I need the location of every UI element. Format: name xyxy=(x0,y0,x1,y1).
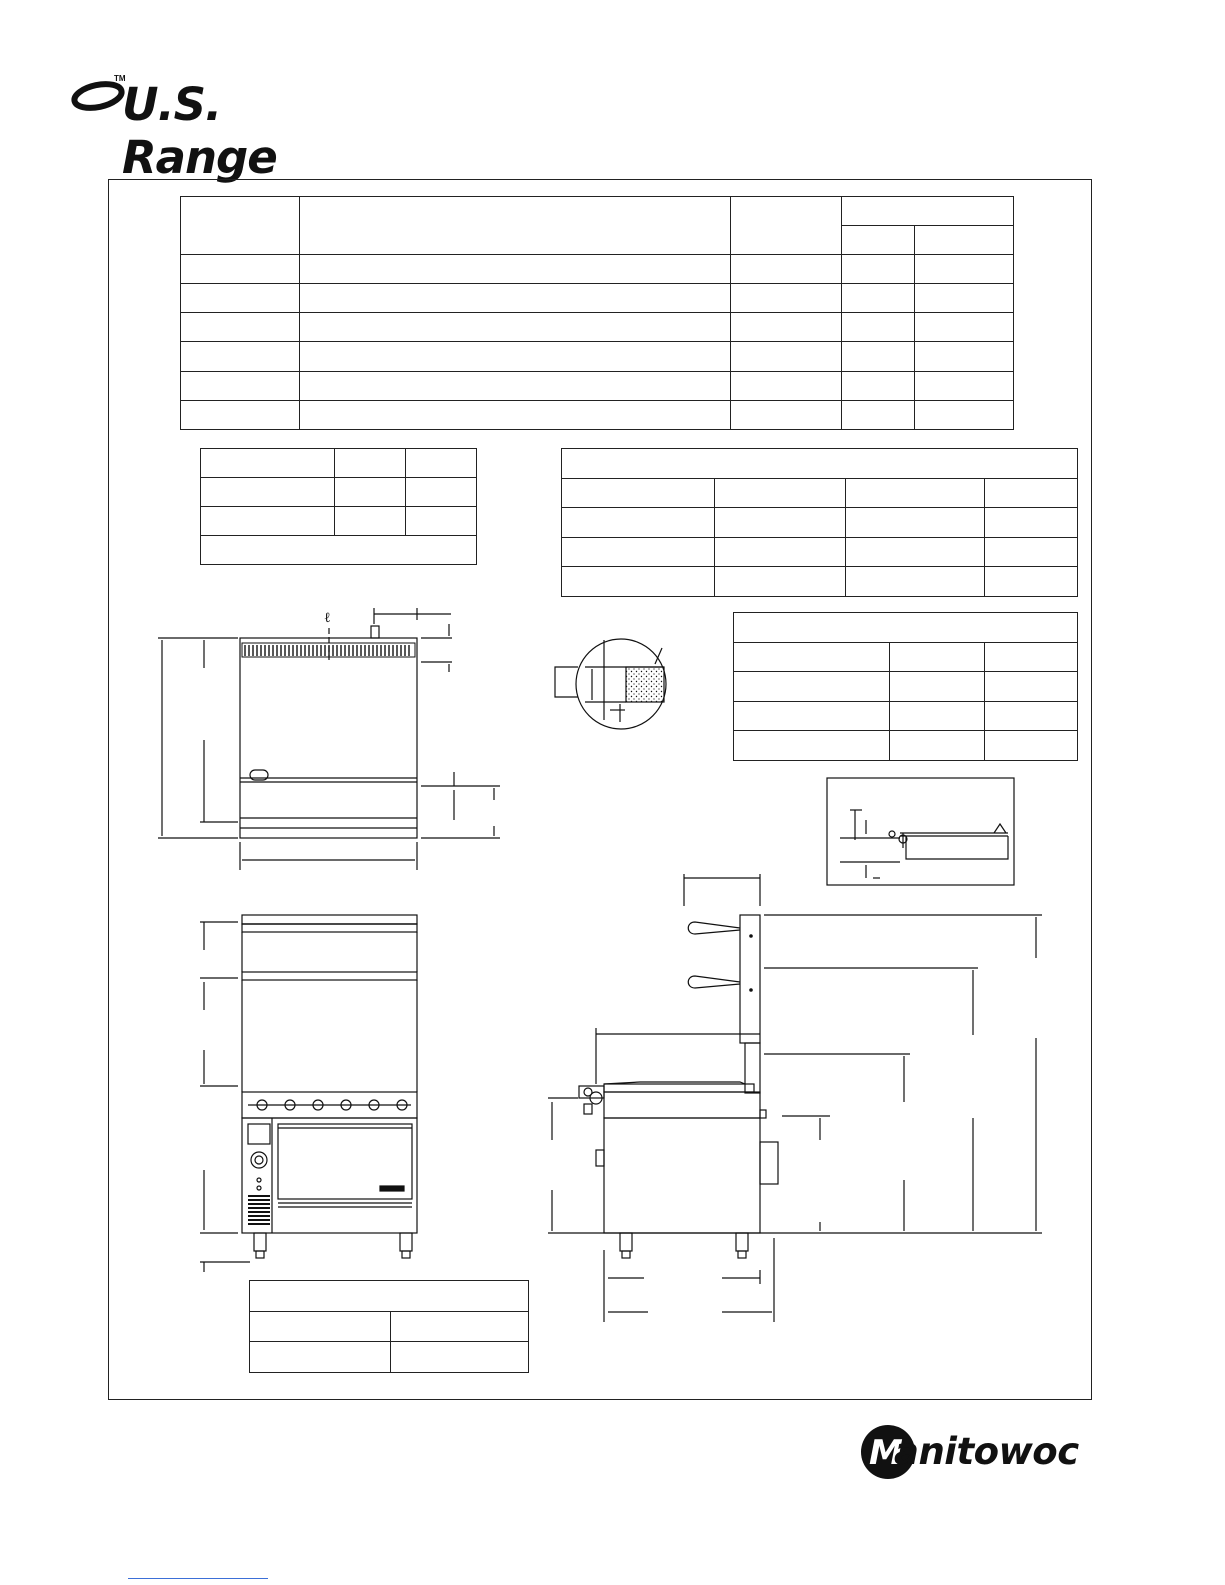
footer-link-underline[interactable] xyxy=(128,1578,268,1579)
top-view-drawing xyxy=(158,608,500,870)
manitowoc-logo xyxy=(858,1420,1083,1488)
gas-connection-detail xyxy=(827,778,1014,885)
detail-circle-drawing xyxy=(555,639,666,729)
manitowoc-initial: M xyxy=(869,1433,903,1473)
side-view-drawing xyxy=(548,874,1042,1322)
front-view-drawing xyxy=(200,915,417,1272)
manitowoc-wordmark: anitowoc xyxy=(894,1430,1079,1473)
centerline-symbol: ℓ xyxy=(324,610,331,626)
brand-name: U.S. Range xyxy=(122,78,277,184)
trademark-mark: TM xyxy=(114,74,126,83)
